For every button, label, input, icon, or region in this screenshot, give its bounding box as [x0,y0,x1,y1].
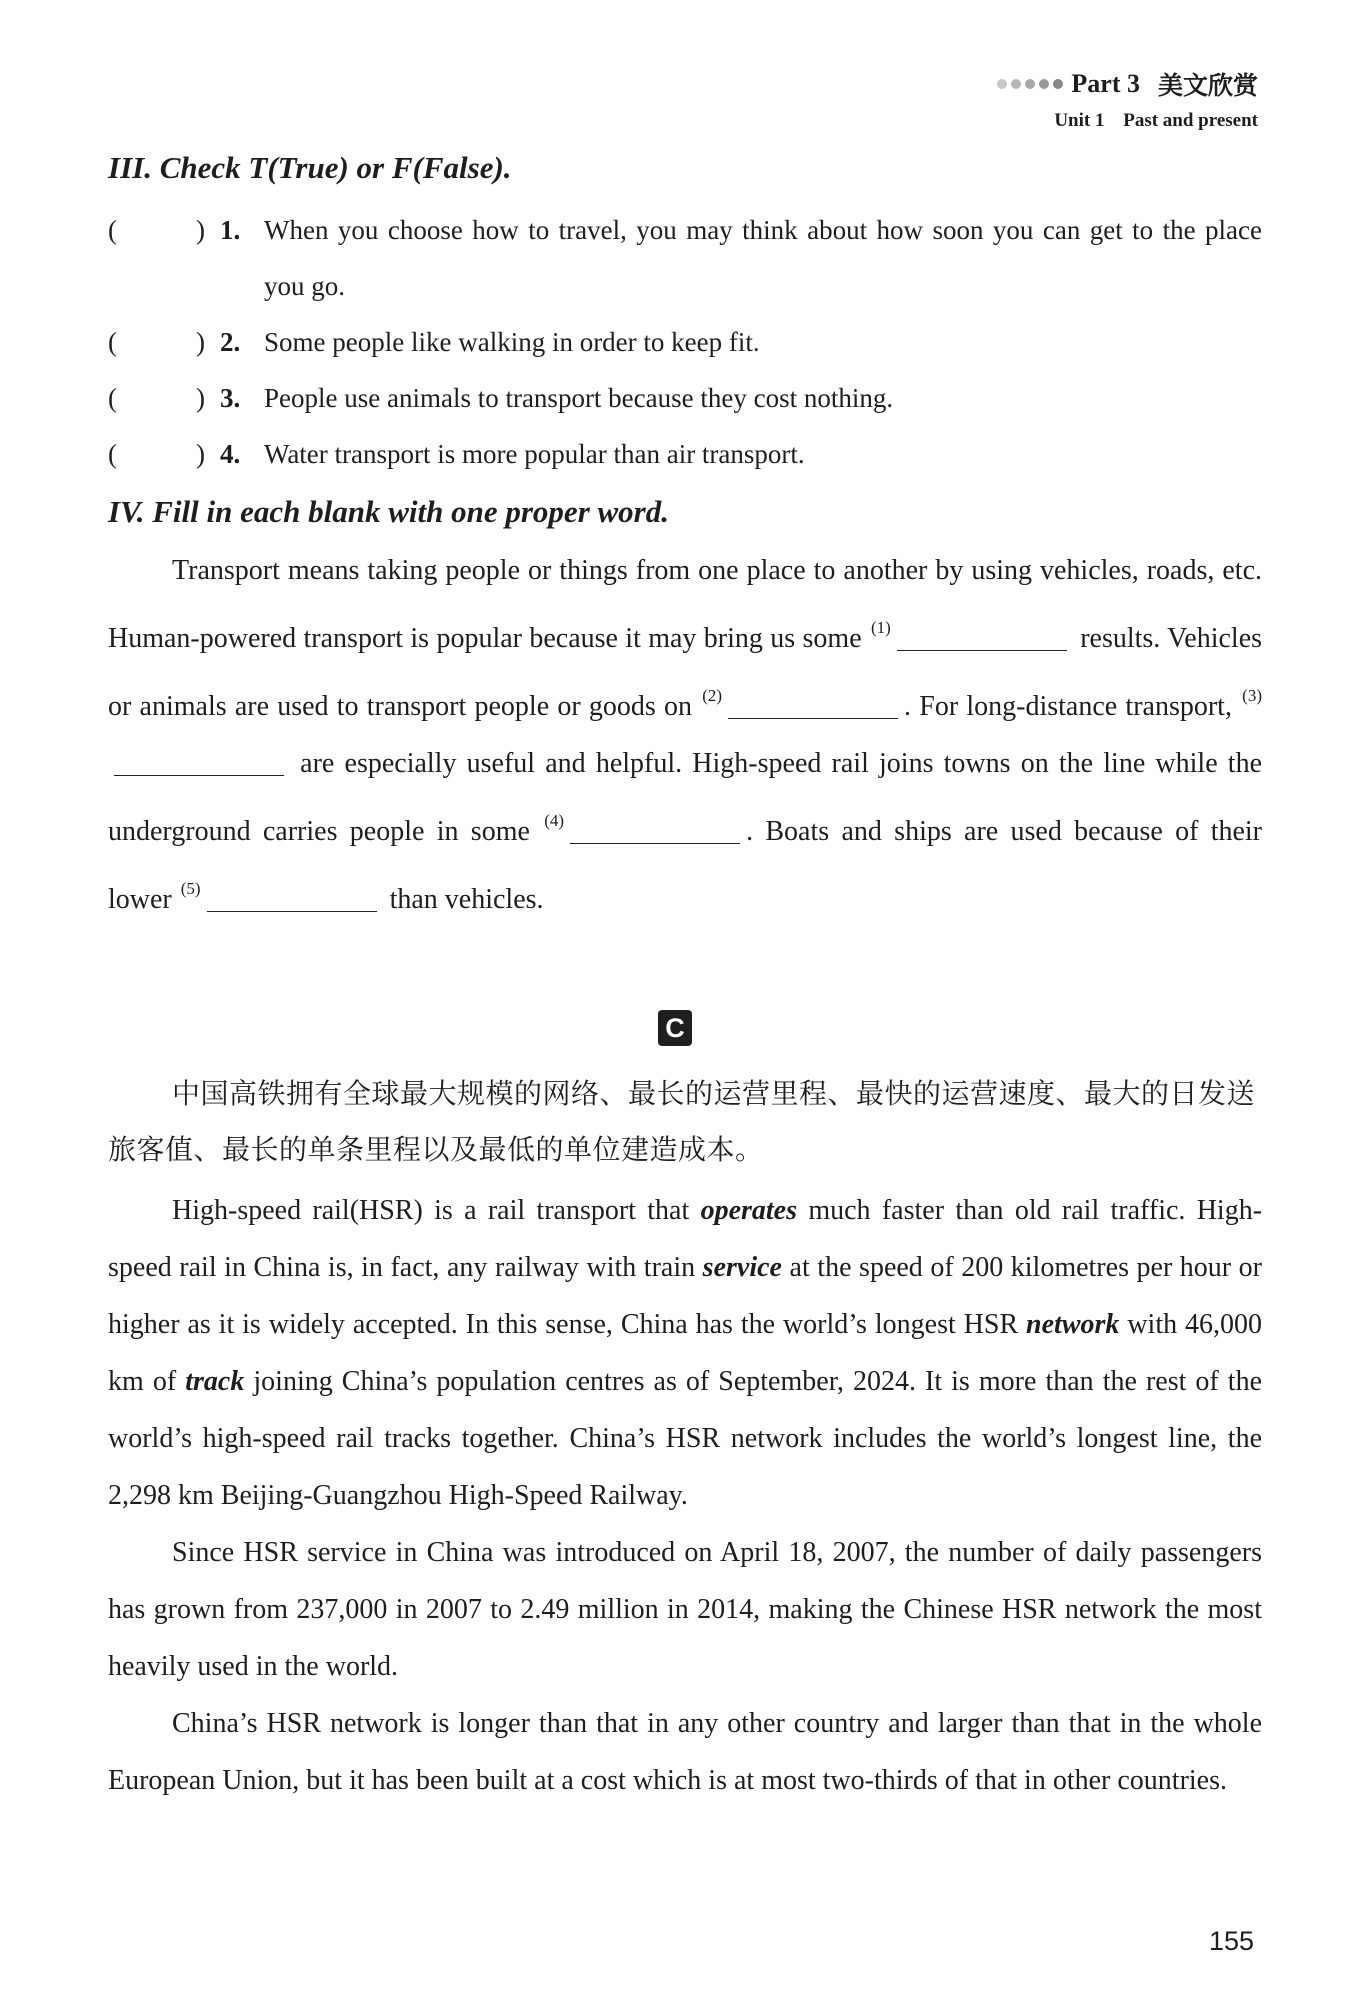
question-number: 1. [220,215,241,245]
blank-number-1: (1) [871,618,891,637]
question-number: 3. [220,383,241,413]
answer-box-2[interactable]: ( ) [108,327,205,357]
question-number: 2. [220,327,241,357]
unit-line [997,110,1258,132]
chinese-intro: 中国高铁拥有全球最大规模的网络、最长的运营里程、最快的运营速度、最大的日发送旅客值、最长的单条里程以及最低的单位建造成本。 [108,1077,1256,1166]
blank-3[interactable] [114,745,284,776]
page-header [997,66,1258,132]
part-label: Part 3 [1071,69,1140,98]
question-4 [108,426,1262,482]
question-2 [108,314,1262,370]
reading-paragraph-1: High-speed rail(HSR) is a rail transport that operates much faster than old rail traffic. High-speed rail in China is, in fact, any railway with train service at the speed of 200 kilometres per hour or higher as it is widely accepted. In this sense, China has the world’s longest HSR network with 46,000 km of track joining China’s population centres as of September, 2024. It is more than the rest of the world’s high-speed rail tracks together. China’s HSR network includes the world’s longest line, the 2,298 km Beijing-Guangzhou High-Speed Railway. [108,1195,1263,1511]
question-text: People use animals to transport because they cost nothing. [264,383,894,413]
question-3 [108,370,1262,426]
question-1 [108,202,1262,314]
section-fill-in-blanks [108,494,1262,928]
section-4-title: IV. Fill in each blank with one proper word. [108,494,669,529]
answer-box-4[interactable]: ( ) [108,439,205,469]
question-text: Water transport is more popular than air transport. [264,439,805,469]
section-3-title: III. Check T(True) or F(False). [108,150,512,185]
decorative-dots [997,79,1063,89]
blank-5[interactable] [207,881,377,912]
keyword-track: track [185,1366,245,1397]
cloze-paragraph: Transport means taking people or things from one place to another by using vehicles, roads, etc. Human-powered transport is popular because it may bring us some $^{(1)}$ results. Vehicles or animals are used to transport people or goods on $^{(2)}$ . For long-distance transport, $^{(3)}$ are especially useful and helpful. High-speed rail joins towns on the line while the underground carries people in some $^{(4)}$ . Boats and ships are used because of their lower $^{(5)}$ than vehicles. [108,555,1263,915]
blank-4[interactable] [570,813,740,844]
keyword-operates: operates [700,1195,798,1226]
blank-number-3: (3) [1242,686,1262,705]
section-c-reading [108,1066,1262,1809]
keyword-service: service [702,1252,782,1283]
blank-2[interactable] [728,688,898,719]
question-text: When you choose how to travel, you may think about how soon you can get to the place you go. [264,215,1262,301]
part-chinese-title: 美文欣赏 [1157,71,1258,100]
unit-label: Unit 1 [1054,110,1105,131]
section-c-badge: C [658,1010,692,1046]
unit-title: Past and present [1123,110,1258,131]
reading-paragraph-2: Since HSR service in China was introduced on April 18, 2007, the number of daily passengers has grown from 237,000 in 2007 to 2.49 million in 2014, making the Chinese HSR network the most heavily used in the world. [108,1537,1262,1682]
blank-1[interactable] [897,620,1067,651]
keyword-network: network [1026,1309,1120,1340]
question-number: 4. [220,439,241,469]
blank-number-2: (2) [702,686,723,705]
section-check-true-false [108,150,1262,482]
reading-paragraph-3: China’s HSR network is longer than that in any other country and larger than that in the whole European Union, but it has been built at a cost which is at most two-thirds of that in other countries. [108,1708,1262,1796]
blank-number-4: (4) [544,811,565,830]
question-text: Some people like walking in order to keep fit. [264,327,760,357]
answer-box-3[interactable]: ( ) [108,383,205,413]
page-number: 155 [1208,1926,1254,1956]
blank-number-5: (5) [180,879,201,898]
answer-box-1[interactable]: ( ) [108,215,205,245]
